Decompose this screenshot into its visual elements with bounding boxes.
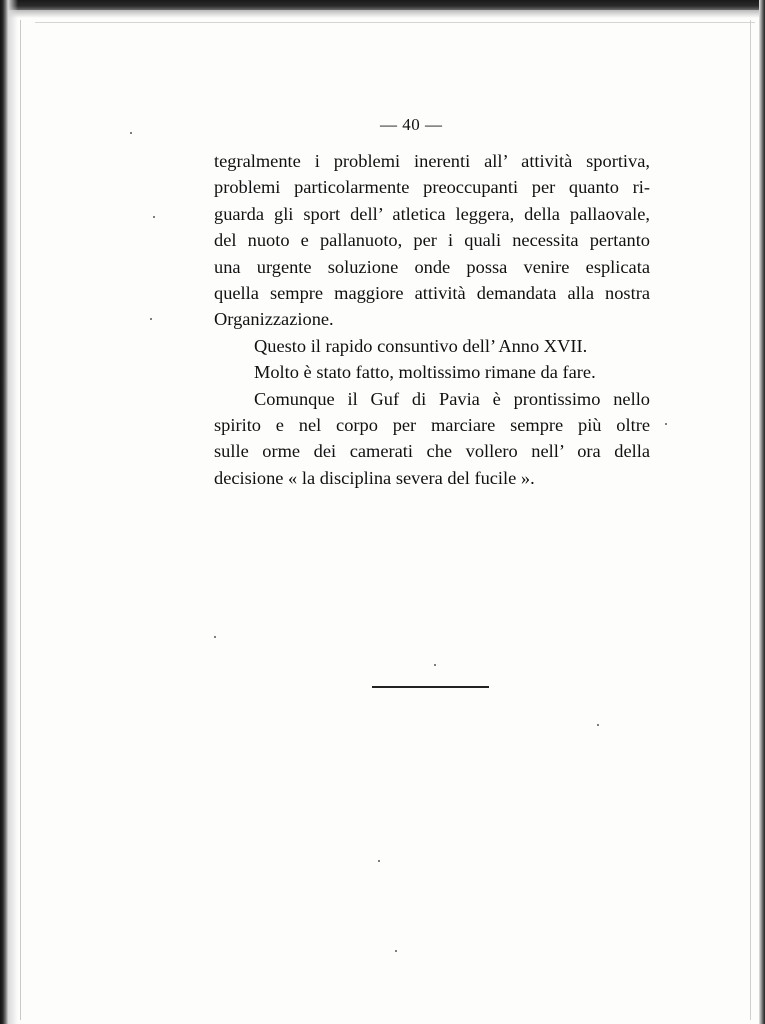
text-line: quella sempre maggiore attività demandata alla nostra	[214, 283, 650, 304]
body-text	[214, 148, 650, 491]
text-line: Questo il rapido consuntivo dell’ Anno XVII.	[254, 335, 588, 356]
text-line: guarda gli sport dell’ atletica leggera, della pallaovale,	[214, 203, 650, 224]
paper-speck	[214, 636, 216, 638]
text-line: Comunque il Guf di Pavia è prontissimo nello	[254, 388, 650, 409]
text-line: problemi particolarmente preoccupanti per quanto ri-	[214, 177, 650, 198]
binding-edge	[0, 0, 8, 1024]
scan-top-edge	[0, 0, 765, 10]
paper-speck	[153, 216, 155, 218]
paper-speck	[434, 664, 436, 666]
text-line: del nuoto e pallanuoto, per i quali necessita pertanto	[214, 230, 650, 251]
text-line: Molto è stato fatto, moltissimo rimane da fare.	[254, 362, 596, 383]
left-page-rule	[20, 20, 21, 1020]
top-page-rule	[35, 22, 755, 23]
text-line: spirito e nel corpo per marciare sempre più oltre	[214, 415, 650, 436]
section-divider	[372, 686, 489, 688]
paper-speck	[130, 132, 132, 134]
text-line: sulle orme dei camerati che vollero nell’ ora della	[214, 441, 650, 462]
binding-shadow	[8, 0, 18, 1024]
paper-speck	[597, 724, 599, 726]
scan-top-shadow	[0, 10, 765, 18]
paper-speck	[395, 950, 397, 952]
scan-right-edge	[759, 0, 765, 1024]
text-line: una urgente soluzione onde possa venire esplicata	[214, 256, 650, 277]
paper-speck	[150, 318, 152, 320]
text-line: decisione « la disciplina severa del fucile ».	[214, 467, 535, 488]
paper-speck	[378, 860, 380, 862]
paper-speck	[665, 423, 667, 425]
text-line: tegralmente i problemi inerenti all’ attività sportiva,	[214, 151, 650, 171]
right-page-rule	[750, 20, 751, 1020]
page-number: — 40 —	[380, 115, 443, 134]
text-line: Organizzazione.	[214, 309, 334, 330]
